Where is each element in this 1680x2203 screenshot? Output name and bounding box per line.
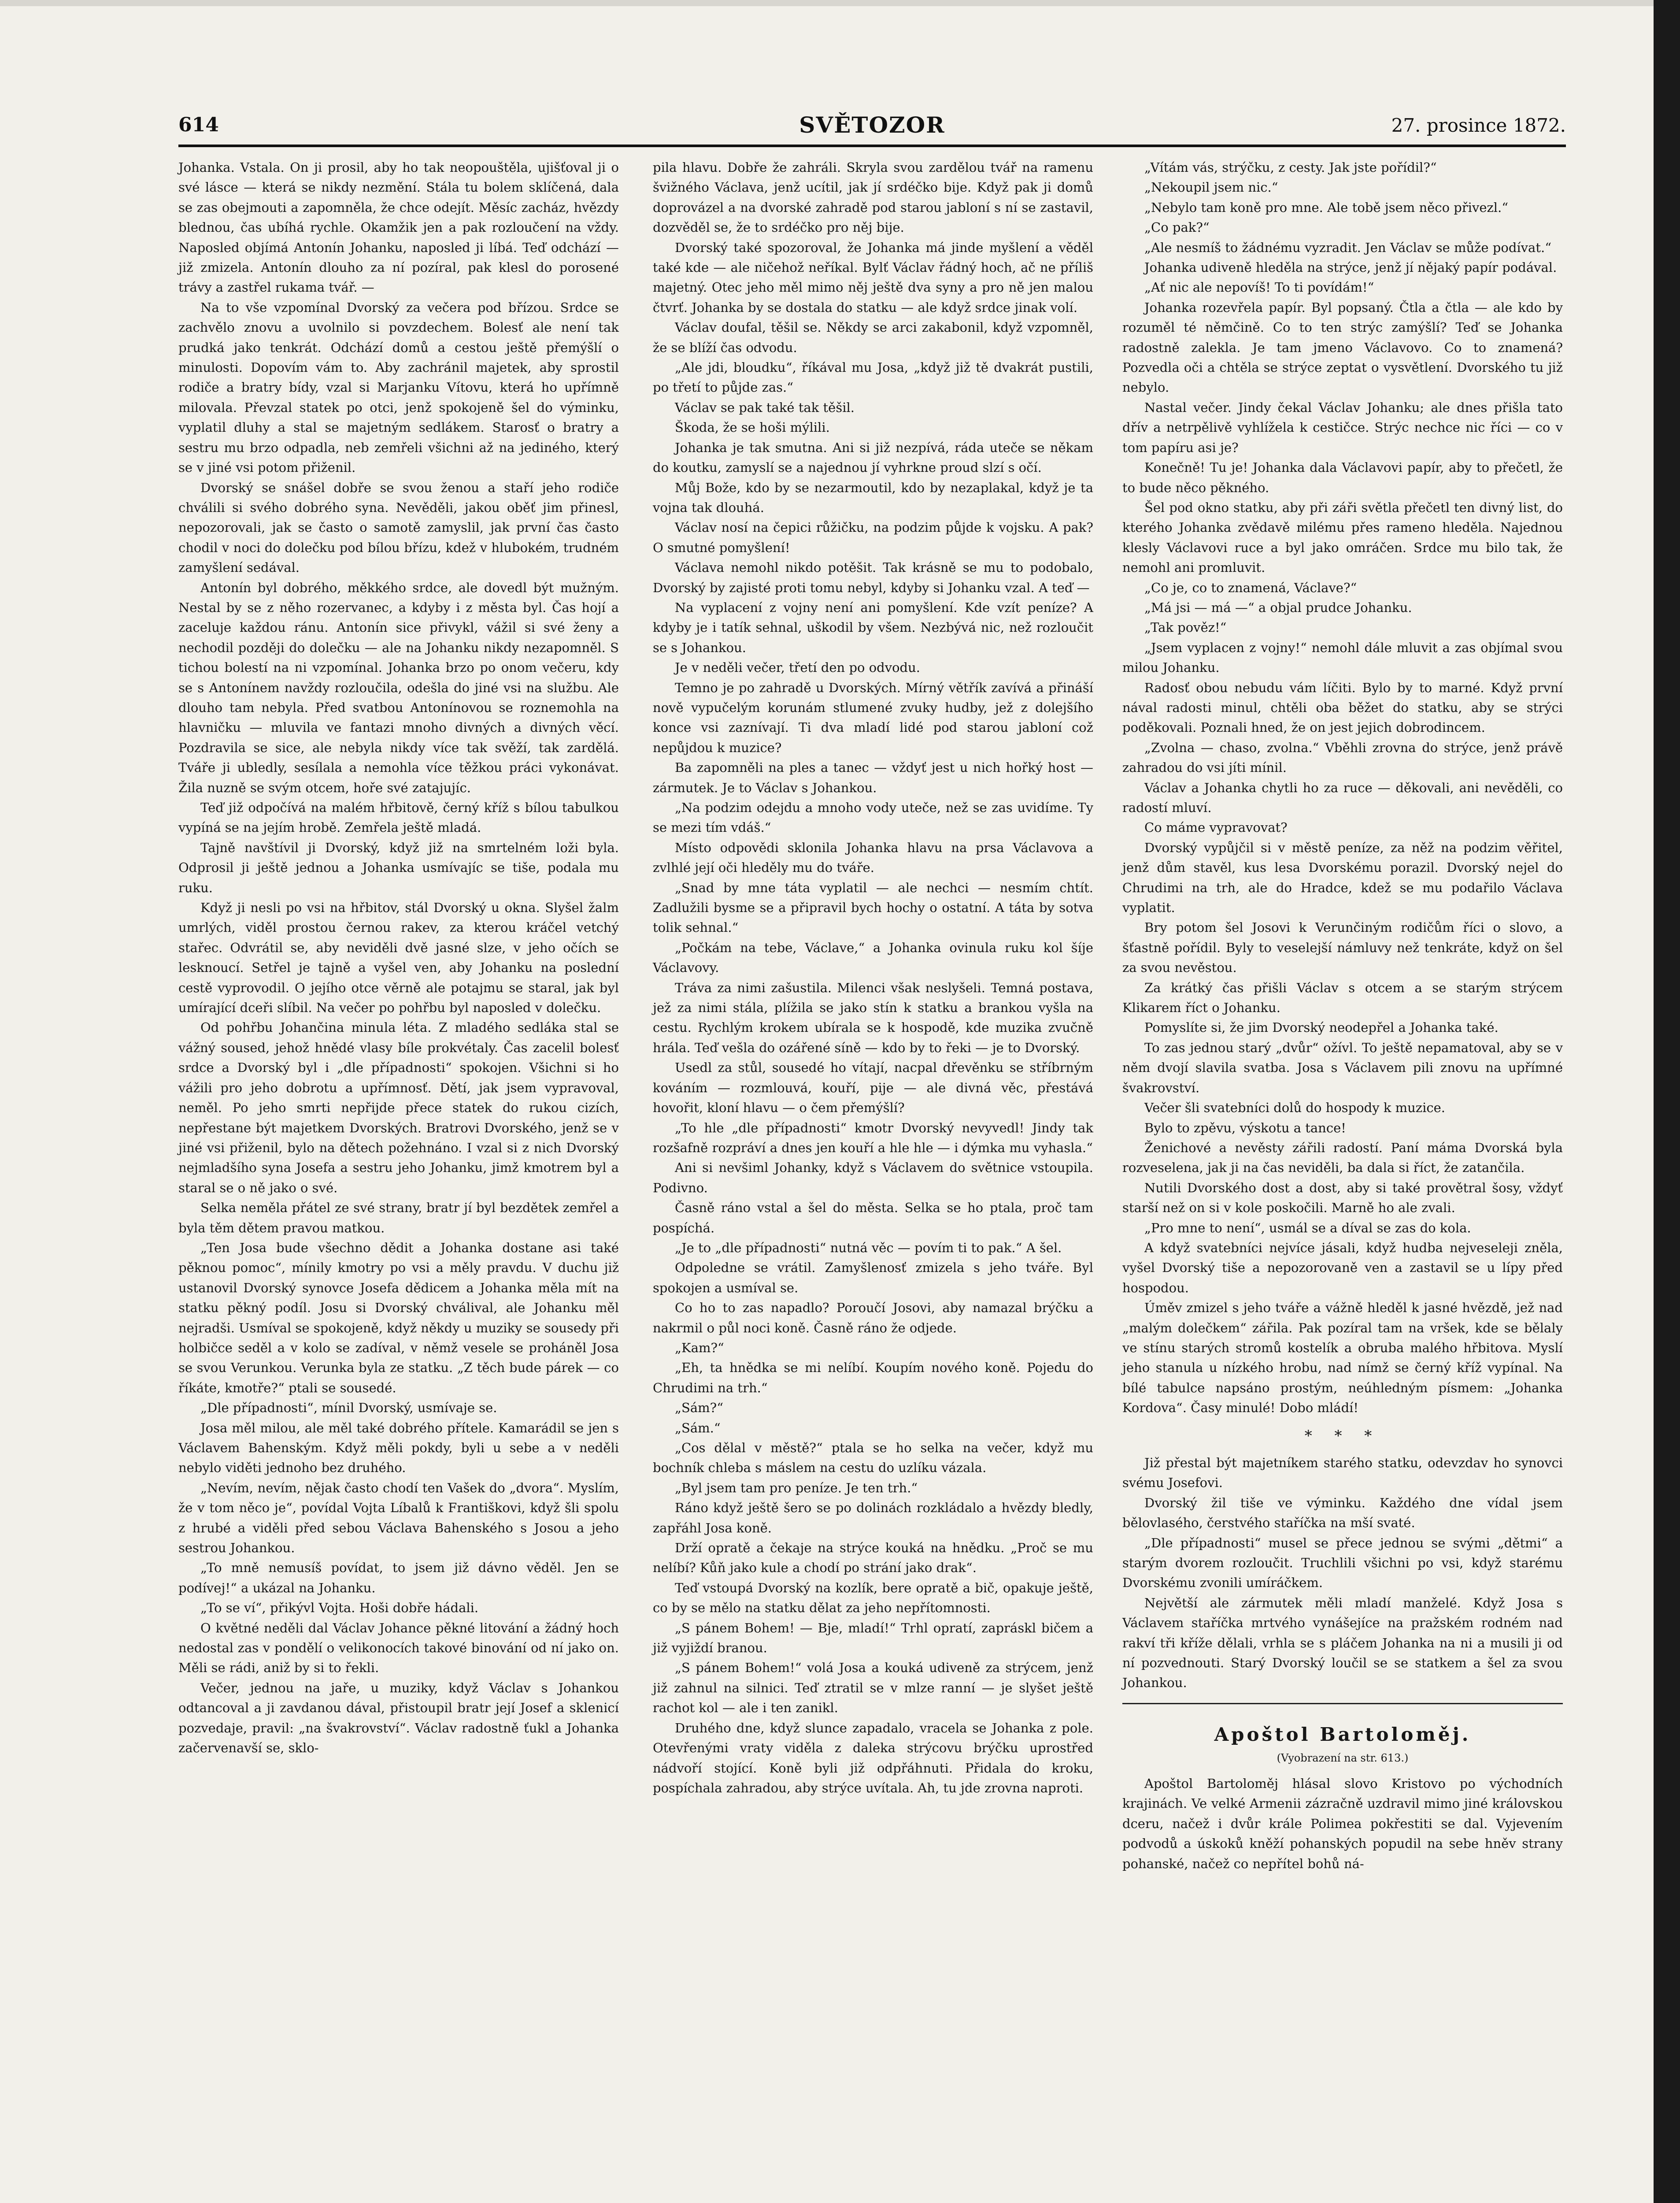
article-subtitle: (Vyobrazení na str. 613.) xyxy=(1277,1751,1409,1764)
paragraph: Teď již odpočívá na malém hřbitově, černý kříž s bílou tabulkou vypíná se na jejím hrobě. Zemřela ještě mladá. xyxy=(178,800,619,835)
paragraph: „Ale jdi, bloudku“, říkával mu Josa, „když již tě dvakrát pustili, po třetí to půjde zas.“ xyxy=(653,360,1093,395)
paragraph: „Kam?“ xyxy=(675,1340,724,1355)
paragraph: „Dle případnosti“, mínil Dvorský, usmívaje se. xyxy=(200,1400,497,1416)
paragraph: „Snad by mne táta vyplatil — ale nechci — nesmím chtít. Zadlužili bysme se a připravil bych hochy o ostatní. A táta by sotva tolik sehnal.“ xyxy=(653,880,1093,935)
paragraph: „Počkám na tebe, Václave,“ a Johanka ovinula ruku kol šíje Václavovy. xyxy=(653,940,1093,975)
paragraph: „Ale nesmíš to žádnému vyzradit. Jen Václav se může podívat.“ xyxy=(1144,240,1552,255)
scan-top-edge xyxy=(0,0,1680,6)
paragraph: „Ten Josa bude všechno dědit a Johanka dostane asi také pěknou pomoc“, mínily kmotry po vsi a měly pravdu. V duchu již ustanovil Dvorský synovce Josefa dědicem a Johanka měla mít na statku pěkný podíl. Josu si Dvorský chválival, ale Johanku měl nejradši. Usmíval se spokojeně, když někdy u muziky se sousedy při holbičce seděl a v kolo se zadíval, v němž vesele se proháněl Josa se svou Verunkou. Verunka byla ze statku. „Z těch bude párek — co říkáte, kmotře?“ ptali se sousedé. xyxy=(178,1240,619,1395)
paragraph: „S pánem Bohem! — Bje, mladí!“ Trhl opratí, zapráskl bičem a již vyjiždí branou. xyxy=(653,1620,1093,1656)
paragraph: To zas jednou starý „dvůr“ ožívl. To ještě nepamatoval, aby se v něm dvojí slavila svatba. Josa s Václavem pili znovu na upřímné švakrovství. xyxy=(1122,1040,1563,1095)
paragraph: „Nevím, nevím, nějak často chodí ten Vašek do „dvora“. Myslím, že v tom něco je“, povídal Vojta Líbalů k Františkovi, když šli spolu z hrubé a viděli před sebou Václava Bahenského s Josou a jeho sestrou Johankou. xyxy=(178,1480,619,1556)
paragraph: „Zvolna — chaso, zvolna.“ Vběhli zrovna do strýce, jenž právě zahradou do vsi jíti mínil. xyxy=(1122,740,1563,775)
paragraph: „Vítám vás, strýčku, z cesty. Jak jste pořídil?“ xyxy=(1144,160,1437,175)
paragraph: Temno je po zahradě u Dvorských. Mírný větřík zavívá a přináší nově vypučelým korunám stlumené zvuky hudby, jež z dolejšího konce vsi zaznívají. Ti dva mladí lidé pod starou jabloní což nepůjdou k muzice? xyxy=(653,680,1093,755)
section-rule xyxy=(1122,1703,1563,1704)
article-body: Apoštol Bartoloměj hlásal slovo Kristovo po východních krajinách. Ve velké Armenii zázračně uzdravil mimo jiné královskou dceru, načež i dvůr krále Polimea pokřestiti se dal. Vyjevením podvodů a úskoků kněží pohanských popudil na sebe hněv strany pohanské, načež co nepřítel bohů ná- xyxy=(1122,1776,1563,1871)
paragraph: Úměv zmizel s jeho tváře a vážně hleděl k jasné hvězdě, jež nad „malým dolečkem“ zářila. Pak pozíral tam na vršek, kde se bělaly ve stínu starých stromů kostelík a obruba malého hřbitova. Myslí jeho stanula u nízkého hrobu, nad nímž se černý kříž vypínal. Na bílé tabulce napsáno prostým, neúhledným písmem: „Johanka Kordova“. Časy minulé! Dobo mládí! xyxy=(1122,1300,1563,1416)
paragraph: Dvorský také spozoroval, že Johanka má jinde myšlení a věděl také kde — ale ničehož neříkal. Bylť Václav řádný hoch, ač ne příliš majetný. Otec jeho měl mimo něj ještě dva syny a pro ně jen malou čtvrť. Johanka by se dostala do statku — ale když srdce jinak volí. xyxy=(653,240,1093,315)
paragraph: „Ať nic ale nepovíš! To ti povídám!“ xyxy=(1144,280,1374,295)
paragraph: „Cos dělal v městě?“ ptala se ho selka na večer, když mu bochník chleba s máslem na cestu do uzlíku vázala. xyxy=(653,1440,1093,1476)
paragraph: Usedl za stůl, sousedé ho vítají, nacpal dřevěnku se stříbrným kováním — rozmlouvá, kouří, pije — ale divná věc, přestává hovořit, kloní hlavu — o čem přemýšlí? xyxy=(653,1060,1093,1116)
paragraph: Ani si nevšiml Johanky, když s Václavem do světnice vstoupila. Podivno. xyxy=(653,1160,1093,1195)
paragraph: Šel pod okno statku, aby při záři světla přečetl ten divný list, do kterého Johanka zvědavě milému přes rameno hleděla. Najednou klesly Václavovi ruce a byl jako omráčen. Srdce mu bilo tak, že nemohl ani promluvit. xyxy=(1122,500,1563,575)
paragraph: „Tak pověz!“ xyxy=(1144,620,1227,635)
paragraph: Drží opratě a čekaje na strýce kouká na hnědku. „Proč se mu nelíbí? Kůň jako kule a chodí po strání jako drak“. xyxy=(653,1540,1093,1576)
paragraph: Můj Bože, kdo by se nezarmoutil, kdo by nezaplakal, když je ta vojna tak dlouhá. xyxy=(653,480,1093,515)
masthead: SVĚTOZOR xyxy=(799,112,945,138)
paragraph: Místo odpovědi sklonila Johanka hlavu na prsa Václavova a zvlhlé její oči hleděly mu do tváře. xyxy=(653,840,1093,875)
paragraph: „Nebylo tam koně pro mne. Ale tobě jsem něco přivezl.“ xyxy=(1144,200,1509,215)
paragraph: Václav se pak také tak těšil. xyxy=(675,400,855,415)
paragraph: „Dle případnosti“ musel se přece jednou se svými „dětmi“ a starým dvorem rozloučit. Truchlili všichni po vsi, když starému Dvorskému zvonili umíráčkem. xyxy=(1122,1535,1563,1591)
paragraph: „Pro mne to není“, usmál se a díval se zas do kola. xyxy=(1144,1220,1471,1235)
paragraph: A když svatebníci nejvíce jásali, když hudba nejveseleji zněla, vyšel Dvorský tiše a nepozorovaně ven a zastavil se u lípy před hospodou. xyxy=(1122,1240,1563,1295)
paragraph: Selka neměla přátel ze své strany, bratr jí byl bezdětek zemřel a byla těm dětem pravou matkou. xyxy=(178,1200,619,1235)
paragraph: Časně ráno vstal a šel do města. Selka se ho ptala, proč tam pospíchá. xyxy=(653,1200,1093,1235)
paragraph: „To hle „dle případnosti“ kmotr Dvorský nevyvedl! Jindy tak rozšafně rozpráví a dnes jen kouří a hle hle — i dýmka mu vyhasla.“ xyxy=(653,1120,1093,1155)
paragraph: Od pohřbu Johančina minula léta. Z mladého sedláka stal se vážný soused, jehož hnědé vlasy bíle prokvétaly. Čas zacelil bolesť srdce a Dvorský byl i „dle případnosti“ spokojen. Všichni si ho vážili pro jeho dobrotu a upřímnosť. Dětí, jak jsem vypravoval, neměl. Po jeho smrti nepřijde přece statek do rukou cizích, nepřestane být majetkem Dvorských. Bratrovi Dvorského, jenž se v jiné vsi přiženil, bylo na dětech požehnáno. I vzal si z nich Dvorský nejmladšího syna Josefa a sestru jeho Johanku, jimž kmotrem byl a staral se o ně jako o své. xyxy=(178,1020,619,1195)
paragraph: Nastal večer. Jindy čekal Václav Johanku; ale dnes přišla tato dřív a netrpělivě vyhlížela k cestičce. Strýc nechce nic říci — co v tom papíru asi je? xyxy=(1122,400,1563,455)
paragraph: Ženichové a nevěsty zářili radostí. Paní máma Dvorská byla rozveselena, jak ji na čas neviděli, ba dala si říct, že zatančila. xyxy=(1122,1140,1563,1176)
paragraph: Co máme vypravovat? xyxy=(1144,820,1288,835)
paragraph: Nutili Dvorského dost a dost, aby si také provětral šosy, vždyť starší než on si v kole poskočili. Marně ho ale zvali. xyxy=(1122,1180,1563,1216)
paragraph: Je v neděli večer, třetí den po odvodu. xyxy=(675,660,921,675)
section-asterism: * * * xyxy=(1304,1427,1381,1445)
paragraph: „Na podzim odejdu a mnoho vody uteče, než se zas uvidíme. Ty se mezi tím vdáš.“ xyxy=(653,800,1093,835)
paragraph: „Sám.“ xyxy=(675,1420,721,1435)
paragraph: Tráva za nimi zašustila. Milenci však neslyšeli. Temná postava, jež za nimi stála, plížila se jako stín k statku a brankou vyšla na cestu. Rychlým krokem ubírala se k hospodě, kde muzika zvučně hrála. Teď vešla do ozářené síně — kdo by to řeki — je to Dvorský. xyxy=(653,980,1093,1055)
paragraph: „Jsem vyplacen z vojny!“ nemohl dále mluvit a zas objímal svou milou Johanku. xyxy=(1122,640,1563,675)
paragraph: Václav a Johanka chytli ho za ruce — děkovali, ani nevěděli, co radostí mluví. xyxy=(1122,780,1563,815)
paragraph: Johanka je tak smutna. Ani si již nezpívá, ráda uteče se někam do koutku, zamyslí se a najednou jí vyhrkne proud slzí s očí. xyxy=(653,440,1093,475)
paragraph: Václava nemohl nikdo potěšit. Tak krásně se mu to podobalo, Dvorský by zajisté proti tomu nebyl, kdyby si Johanku vzal. A teď — xyxy=(653,560,1093,595)
paragraph: Josa měl milou, ale měl také dobrého přítele. Kamarádil se jen s Václavem Bahenským. Když měli pokdy, byli u sebe a v neděli nebylo viděti jednoho bez druhého. xyxy=(178,1420,619,1476)
paragraph: Na vyplacení z vojny není ani pomyšlení. Kde vzít peníze? A kdyby je i tatík sehnal, uškodil by všem. Nezbývá nic, než rozloučit se s Johankou. xyxy=(653,600,1093,655)
paragraph: Tajně navštívil ji Dvorský, když již na smrtelném loži byla. Odprosil ji ještě jednou a Johanka usmívajíc se tiše, podala mu ruku. xyxy=(178,840,619,895)
issue-date: 27. prosince 1872. xyxy=(1391,115,1566,136)
column-1 xyxy=(178,158,619,1758)
paragraph: Johanka. Vstala. On ji prosil, aby ho tak neopouštěla, ujišťoval ji o své lásce — která se nikdy nezmění. Stála tu bolem sklíčená, dala se zas obejmouti a zapomněla, že chce odejít. Měsíc zacház, hvězdy blednou, čas ubíhá rychle. Okamžik jen a pak rozloučení na vždy. Naposled objímá Antonín Johanku, naposled ji líbá. Teď odchází — již zmizela. Antonín dlouho za ní pozíral, pak klesl do porosené trávy a zastřel rukama tvář. — xyxy=(178,160,619,295)
scan-right-edge xyxy=(1654,0,1680,2203)
paragraph: „Je to „dle případnosti“ nutná věc — povím ti to pak.“ A šel. xyxy=(675,1240,1062,1255)
paragraph: Václav nosí na čepici růžičku, na podzim půjde k vojsku. A pak? O smutné pomyšlení! xyxy=(653,520,1093,555)
paragraph: „Sám?“ xyxy=(675,1400,724,1416)
paragraph: Večer, jednou na jaře, u muziky, když Václav s Johankou odtancoval a ji zavdanou dával, přistoupil bratr její Josef a sklenicí pozvedaje, pravil: „na švakrovství“. Václav radostně ťukl a Johanka začervenavší se, sklo- xyxy=(178,1680,619,1756)
paragraph: Antonín byl dobrého, měkkého srdce, ale dovedl být mužným. Nestal by se z něho rozervanec, a kdyby i z města byl. Čas hojí a zaceluje každou ránu. Antonín sice přivykl, vážil si své ženy a nechodil později do dolečku — ale na Johanku nikdy nezapomněl. S tichou bolestí na ni vzpomínal. Johanka brzo po onom večeru, kdy se s Antonínem navždy rozloučila, odešla do jiné vsi na službu. Ale dlouho tam nebyla. Před svatbou Antonínovou se roznemohla na hlavničku — mluvila ve fantazi mnoho divných a divných věcí. Pozdravila se sice, ale nebyla nikdy více tak svěží, tak zardělá. Tváře ji ubledly, sesílala a nemohla více těžkou práci vykonávat. Žila nuzně se svým otcem, hoře své zatajujíc. xyxy=(178,580,619,795)
paragraph: „Co je, co to znamená, Václave?“ xyxy=(1144,580,1357,595)
paragraph: „To se ví“, přikývl Vojta. Hoši dobře hádali. xyxy=(200,1600,479,1616)
paragraph: Johanka udiveně hleděla na strýce, jenž jí nějaký papír podával. xyxy=(1144,260,1557,275)
paragraph: „To mně nemusíš povídat, to jsem již dávno věděl. Jen se podívej!“ a ukázal na Johanku. xyxy=(178,1560,619,1595)
paragraph: „S pánem Bohem!“ volá Josa a kouká udiveně za strýcem, jenž již zahnul na silnici. Teď ztratil se v mlze ranní — je slyšet ještě rachot kol — ale i ten zanikl. xyxy=(653,1660,1093,1716)
paragraph: Radosť obou nebudu vám líčiti. Bylo by to marné. Když první nával radosti minul, chtěli oba běžet do statku, aby se strýci poděkovali. Poznali hned, že on jest jejich dobrodincem. xyxy=(1122,680,1563,735)
paragraph: Dvorský vypůjčil si v městě peníze, za něž na podzim věřitel, jenž dům stavěl, kus lesa Dvorskému porazil. Dvorský nejel do Chrudimi na trh, ale do Hradce, kdež se mu podařilo Václava vyplatit. xyxy=(1122,840,1563,916)
paragraph: „Co pak?“ xyxy=(1144,220,1210,235)
paragraph: Škoda, že se hoši mýlili. xyxy=(675,420,830,435)
paragraph: „Má jsi — má —“ a objal prudce Johanku. xyxy=(1144,600,1412,615)
article-title: Apoštol Bartoloměj. xyxy=(1214,1723,1471,1745)
paragraph: Ba zapomněli na ples a tanec — vždyť jest u nich hořký host — zármutek. Je to Václav s Johankou. xyxy=(653,760,1093,795)
paragraph: „Nekoupil jsem nic.“ xyxy=(1144,180,1278,195)
paragraph: Pomyslíte si, že jim Dvorský neodepřel a Johanka také. xyxy=(1144,1020,1499,1035)
paragraph: Dvorský se snášel dobře se svou ženou a staří jeho rodiče chválili si svého dobrého syna. Nevěděli, jakou oběť jim přinesl, nepozorovali, jak se často o samotě zamyslil, jak první čas často chodil v noci do dolečku pod bílou břízu, kdež v hlubokém, trudném zamyšlení sedával. xyxy=(178,480,619,575)
paragraph: Večer šli svatebníci dolů do hospody k muzice. xyxy=(1144,1100,1445,1116)
running-head xyxy=(178,110,1566,145)
paragraph: Teď vstoupá Dvorský na kozlík, bere opratě a bič, opakuje ještě, co by se mělo na statku dělat za jeho nepřítomnosti. xyxy=(653,1580,1093,1616)
paragraph: „Byl jsem tam pro peníze. Je ten trh.“ xyxy=(675,1480,918,1495)
paragraph: Václav doufal, těšil se. Někdy se arci zakabonil, když vzpomněl, že se blíží čas odvodu. xyxy=(653,320,1093,355)
paragraph: Bylo to zpěvu, výskotu a tance! xyxy=(1144,1120,1346,1135)
paragraph: Co ho to zas napadlo? Poroučí Josovi, aby namazal brýčku a nakrmil o půl noci koně. Časně ráno že odjede. xyxy=(653,1300,1093,1335)
paragraph: Odpoledne se vrátil. Zamyšlenosť zmizela s jeho tváře. Byl spokojen a usmíval se. xyxy=(653,1260,1093,1295)
column-3 xyxy=(1122,158,1563,1874)
paragraph: O květné neděli dal Václav Johance pěkné litování a žádný hoch nedostal zas v pondělí o velikonocích takové binování od ní jako on. Měli se rádi, aniž by si to řekli. xyxy=(178,1620,619,1676)
paragraph: Když ji nesli po vsi na hřbitov, stál Dvorský u okna. Slyšel žalm umrlých, viděl prostou černou rakev, za kterou kráčel vetchý stařec. Odvrátil se, aby neviděli dvě jasné slze, v jeho očích se lesknoucí. Setřel je tajně a vyšel ven, aby Johanku na poslední cestě vyprovodil. O jejího otce věrně ale potajmu se staral, jak byl umírající dceři slíbil. Na večer po pohřbu byl naposled v dolečku. xyxy=(178,900,619,1016)
paragraph: Druhého dne, když slunce zapadalo, vracela se Johanka z pole. Otevřenými vraty viděla z daleka strýcovu brýčku uprostřed nádvoří stojící. Koně byli již odpřáhnuti. Přidala do kroku, pospíchala zahradou, aby strýce uvítala. Ah, tu jde zrovna naproti. xyxy=(653,1720,1093,1795)
paragraph: „Eh, ta hnědka se mi nelíbí. Koupím nového koně. Pojedu do Chrudimi na trh.“ xyxy=(653,1360,1093,1395)
paragraph: Ráno když ještě šero se po dolinách rozkládalo a hvězdy bledly, zapřáhl Josa koně. xyxy=(653,1500,1093,1535)
paragraph: pila hlavu. Dobře že zahráli. Skryla svou zardělou tvář na ramenu švižného Václava, jenž ucítil, jak jí srdéčko bije. Když pak ji domů doprovázel a na dvorské zahradě pod starou jabloní s ní se zastavil, dozvěděl se, že to srdéčko pro něj bije. xyxy=(653,160,1093,235)
paragraph: Na to vše vzpomínal Dvorský za večera pod břízou. Srdce se zachvělo znovu a uvolnilo si povzdechem. Bolesť ale není tak prudká jako tenkrát. Odchází domů a cestou ještě přemýšlí o minulosti. Dopovím vám to. Aby zachránil majetek, aby sprostil rodiče a bratry bídy, vzal si Marjanku Vítovu, která ho upřímně milovala. Převzal statek po otci, jenž spokojeně šel do výminku, vyplatil dluhy a stal se majetným sedlákem. Starosť o bratry a sestru mu brzo odpadla, neb zemřeli všichni až na jediného, který se v jiné vsi potom přiženil. xyxy=(178,300,619,475)
column-2 xyxy=(653,158,1093,1798)
paragraph: Johanka rozevřela papír. Byl popsaný. Čtla a čtla — ale kdo by rozuměl té němčině. Co to ten strýc zamýšlí? Teď se Johanka radostně zalekla. Je tam jmeno Václavovo. Co to znamená? Pozvedla oči a chtěla se strýce zeptat o vysvětlení. Dvorského tu již nebylo. xyxy=(1122,300,1563,395)
paragraph: Největší ale zármutek měli mladí manželé. Když Josa s Václavem staříčka mrtvého vynášejíce na pražském rodném nad rakví tři kříže dělali, vrhla se s pláčem Johanka na ni a musili ji od ní pozvednouti. Starý Dvorský loučil se se statkem a šel za svou Johankou. xyxy=(1122,1595,1563,1691)
paragraph: Za krátký čas přišli Václav s otcem a se starým strýcem Klikarem říct o Johanku. xyxy=(1122,980,1563,1016)
paragraph: Již přestal být majetníkem starého statku, odevzdav ho synovci svému Josefovi. xyxy=(1122,1455,1563,1491)
page-number: 614 xyxy=(178,114,219,136)
paragraph: Konečně! Tu je! Johanka dala Václavovi papír, aby to přečetl, že to bude něco pěkného. xyxy=(1122,460,1563,495)
paragraph: Dvorský žil tiše ve výminku. Každého dne vídal jsem bělovlasého, čerstvého staříčka na mší svaté. xyxy=(1122,1495,1563,1531)
header-rule xyxy=(178,145,1566,147)
paragraph: Bry potom šel Josovi k Verunčiným rodičům říci o slovo, a šťastně pořídil. Byly to veselejší námluvy než tenkráte, když on šel za svou nevěstou. xyxy=(1122,920,1563,975)
